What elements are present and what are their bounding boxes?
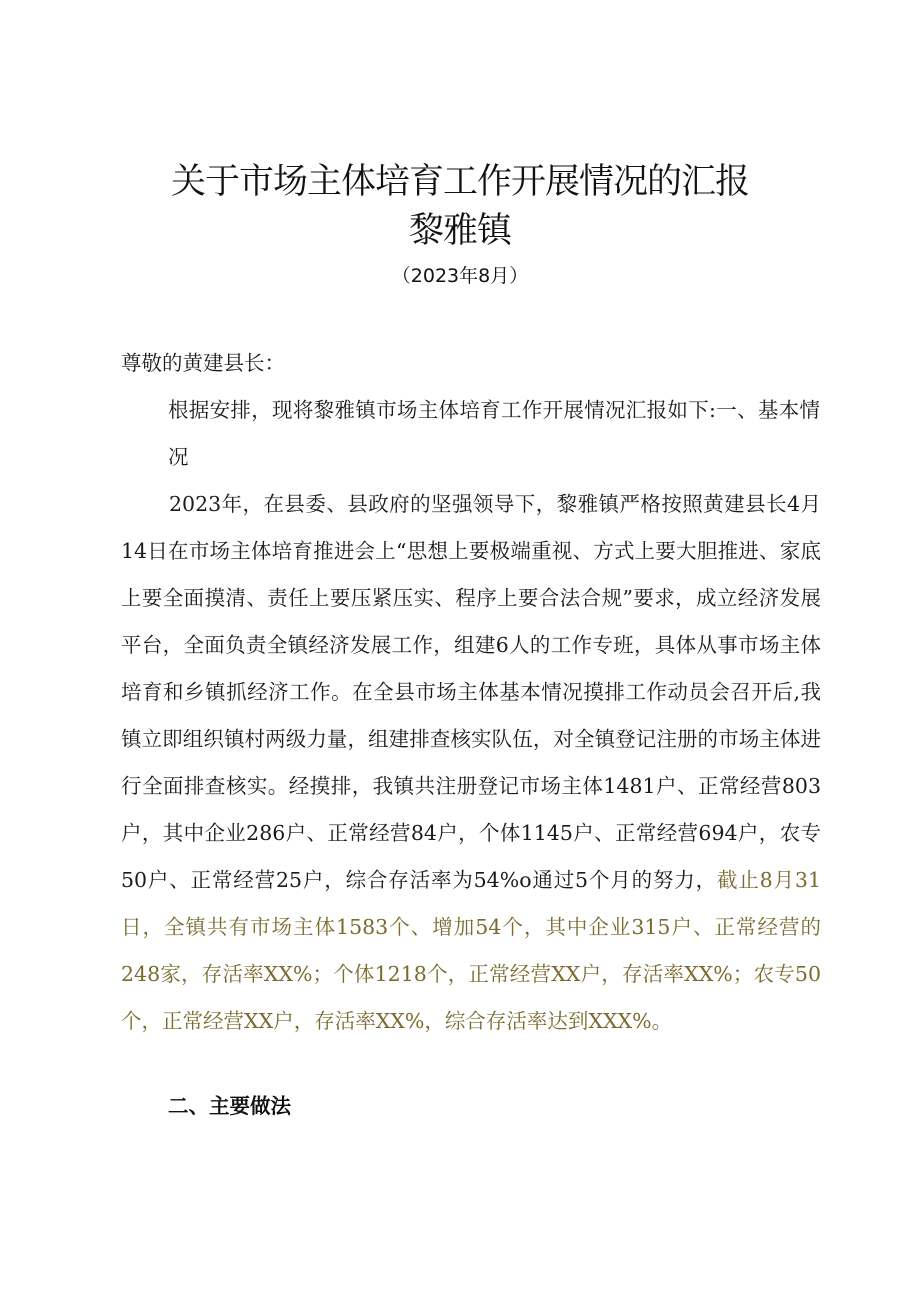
document-date: （2023年8月） [391,265,529,287]
section-heading-main-practices: 二、主要做法 [168,1094,291,1118]
paragraph-text: 2023年，在县委、县政府的坚强领导下，黎雅镇严格按照黄建县长4月14日在市场主体培育推进会上“思想上要极端重视、方式上要大胆推进、家底上要全面摸清、责任上要压紧压实、程序上要合法合规”要求，成立经济发展平台，全面负责全镇经济发展工作，组建6人的工作专班，具体从事市场主体培育和乡镇抓经济工作。在全县市场主体基本情况摸排工作动员会召开后,我镇立即组织镇村两级力量，组建排查核实队伍，对全镇登记注册的市场主体进行全面排查核实。经摸排，我镇共注册登记市场主体1481户、正常经营803户，其中企业286户、正常经营84户，个体1145户、正常经营694户，农专50户、正常经营25户，综合存活率为54%o通过5个月的努力， [121,492,821,892]
document-author-town: 黎雅镇 [408,211,511,251]
highlighted-paragraph-text: 截止8月31日，全镇共有市场主体1583个、增加54个，其中企业315户、正常经营的248家，存活率XX%；个体1218个，正常经营XX户，存活率XX%；农专50个，正常经营XX户，存活率XX%，综合存活率达到XXX%。 [121,868,821,1033]
intro-paragraph: 根据安排，现将黎雅镇市场主体培育工作开展情况汇报如下:一、基本情况 [168,398,820,469]
document-title: 关于市场主体培育工作开展情况的汇报 [170,162,749,202]
salutation: 尊敬的黄建县长： [121,351,285,375]
basic-situation-paragraph [121,481,821,1045]
